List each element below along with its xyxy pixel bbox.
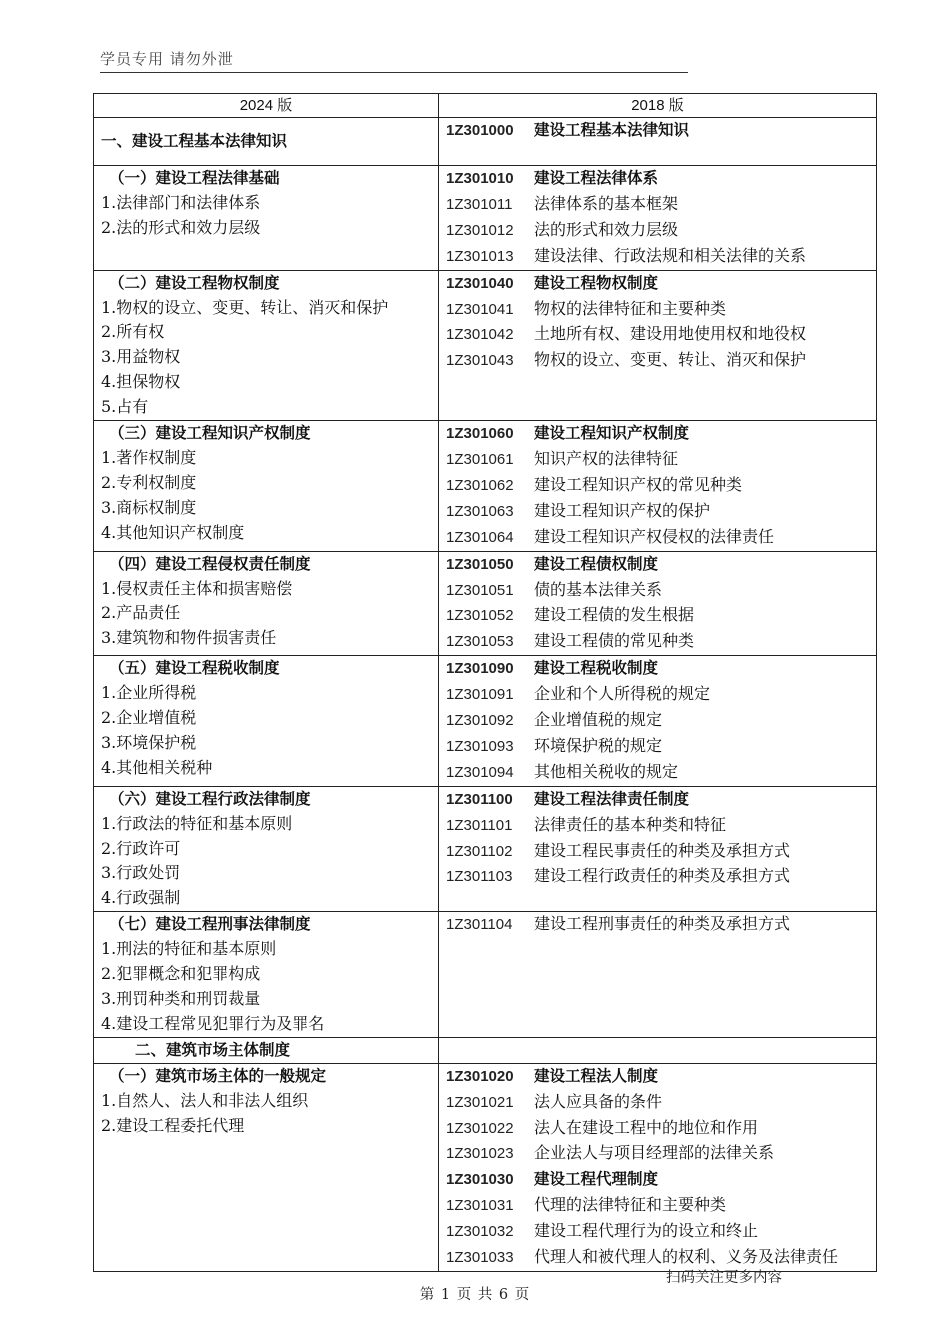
chapter-title: 建设工程法律责任制度: [534, 789, 690, 808]
chapter-code: 1Z301023: [446, 1145, 514, 1163]
chapter-title: 法的形式和效力层级: [534, 219, 679, 239]
chapter-code: 1Z301092: [446, 712, 514, 730]
chapter-title: 建设法律、行政法规和相关法律的关系: [534, 245, 807, 265]
col-2024-cell: [94, 656, 439, 787]
chapter-title: 其他相关税收的规定: [534, 761, 679, 781]
col-2018-cell: [439, 270, 877, 420]
column-header-2018: 2018 版: [439, 94, 877, 118]
section-heading: （一）建筑市场主体的一般规定: [109, 1066, 327, 1085]
table-header-row: [94, 94, 877, 118]
topic-item: 1.物权的设立、变更、转让、消灭和保护: [101, 297, 389, 317]
topic-item: 3.环境保护税: [101, 732, 197, 752]
chapter-title: 建设工程代理行为的设立和终止: [534, 1221, 759, 1241]
chapter-item: [446, 499, 876, 525]
chapter-heading: [446, 1064, 876, 1090]
chapter-item: [446, 864, 876, 890]
chapter-code: 1Z301103: [446, 868, 513, 886]
chapter-code: 1Z301064: [446, 528, 514, 546]
header-divider: [100, 72, 688, 73]
table-row: [94, 656, 877, 787]
topic-item: 2.法的形式和效力层级: [101, 217, 261, 237]
col-2018-cell: [439, 1063, 877, 1271]
table-row: [94, 1037, 877, 1063]
chapter-title: 建设工程行政责任的种类及承担方式: [534, 866, 791, 886]
chapter-item: [446, 1141, 876, 1167]
col-2024-cell: [94, 118, 439, 166]
col-2024-cell: [94, 786, 439, 912]
chapter-item: [446, 839, 876, 865]
chapter-title: 建设工程法人制度: [534, 1066, 659, 1085]
chapter-code: 1Z301060: [446, 425, 514, 443]
chapter-code: 1Z301033: [446, 1249, 514, 1267]
chapter-item: [446, 629, 876, 655]
topic-item: 1.自然人、法人和非法人组织: [101, 1090, 309, 1110]
chapter-title: 债的基本法律关系: [534, 579, 663, 599]
section-heading: （七）建设工程刑事法律制度: [109, 915, 311, 934]
chapter-item: [446, 1116, 876, 1142]
chapter-code: 1Z301051: [446, 581, 514, 599]
section-heading: 二、建筑市场主体制度: [135, 1040, 291, 1059]
chapter-heading: [446, 421, 876, 447]
table-row: [94, 118, 877, 166]
chapter-code: 1Z301061: [446, 450, 514, 468]
chapter-heading: [446, 166, 876, 192]
table-row: [94, 786, 877, 912]
section-heading: 一、建设工程基本法律知识: [101, 132, 288, 151]
chapter-code: 1Z301063: [446, 502, 514, 520]
chapter-item: [446, 218, 876, 244]
chapter-code: 1Z301094: [446, 763, 514, 781]
chapter-item: [446, 525, 876, 551]
table-row: [94, 1063, 877, 1271]
chapter-item: [446, 708, 876, 734]
chapter-title: 建设工程民事责任的种类及承担方式: [534, 840, 791, 860]
chapter-code: 1Z301041: [446, 300, 514, 318]
chapter-code: 1Z301022: [446, 1119, 514, 1137]
chapter-heading: [446, 118, 876, 144]
chapter-title: 建设工程物权制度: [534, 273, 659, 292]
topic-item: 3.用益物权: [101, 347, 181, 367]
chapter-code: 1Z301010: [446, 170, 514, 187]
topic-item: 3.建筑物和物件损害责任: [101, 628, 277, 648]
chapter-title: 环境保护税的规定: [534, 735, 663, 755]
chapter-item: [446, 603, 876, 629]
topic-item: 3.刑罚种类和刑罚裁量: [101, 989, 261, 1008]
table-row: [94, 421, 877, 552]
topic-item: 1.著作权制度: [101, 447, 197, 467]
chapter-title: 建设工程代理制度: [534, 1170, 659, 1189]
chapter-item: [446, 473, 876, 499]
chapter-code: 1Z301062: [446, 476, 514, 494]
chapter-code: 1Z301043: [446, 352, 514, 370]
chapter-title: 法律体系的基本框架: [534, 193, 679, 213]
chapter-title: 建设工程刑事责任的种类及承担方式: [534, 914, 791, 934]
topic-item: 2.犯罪概念和犯罪构成: [101, 964, 261, 984]
chapter-code: 1Z301053: [446, 633, 514, 651]
chapter-code: 1Z301032: [446, 1223, 514, 1241]
col-2024-cell: [94, 1037, 439, 1063]
chapter-item: [446, 348, 876, 374]
chapter-item: [446, 1193, 876, 1219]
chapter-title: 法人应具备的条件: [534, 1091, 663, 1111]
chapter-code: 1Z301050: [446, 555, 514, 573]
chapter-code: 1Z301030: [446, 1171, 514, 1189]
col-2018-cell: [439, 551, 877, 656]
chapter-heading: [446, 552, 876, 578]
confidential-header: 学员专用 请勿外泄: [100, 50, 234, 68]
column-header-2024: 2024 版: [94, 94, 439, 118]
col-2018-cell: [439, 1037, 877, 1063]
chapter-code: 1Z301020: [446, 1067, 514, 1085]
scan-qr-hint: 扫码关注更多内容: [666, 1270, 782, 1286]
table-row: [94, 912, 877, 1038]
topic-item: 2.产品责任: [101, 603, 181, 623]
chapter-code: 1Z301021: [446, 1093, 514, 1111]
chapter-title: 代理人和被代理人的权利、义务及法律责任: [534, 1247, 839, 1267]
section-heading: （五）建设工程税收制度: [109, 659, 280, 678]
table-row: [94, 551, 877, 656]
topic-item: 1.刑法的特征和基本原则: [101, 939, 277, 959]
chapter-code: 1Z301091: [446, 686, 514, 704]
topic-item: 5.占有: [101, 397, 149, 417]
section-heading: （四）建设工程侵权责任制度: [109, 554, 311, 573]
topic-item: 2.所有权: [101, 322, 165, 342]
chapter-heading: [446, 271, 876, 297]
chapter-item: [446, 244, 876, 270]
chapter-title: 企业和个人所得税的规定: [534, 684, 711, 704]
topic-item: 2.建设工程委托代理: [101, 1115, 245, 1135]
topic-item: 1.企业所得税: [101, 683, 197, 703]
section-heading: （二）建设工程物权制度: [109, 273, 280, 292]
col-2018-cell: [439, 912, 877, 1038]
topic-item: 1.行政法的特征和基本原则: [101, 813, 293, 833]
col-2018-cell: [439, 166, 877, 271]
col-2018-cell: [439, 118, 877, 166]
chapter-code: 1Z301011: [446, 195, 513, 213]
chapter-item: [446, 1219, 876, 1245]
chapter-heading: [446, 656, 876, 682]
col-2024-cell: [94, 1063, 439, 1271]
version-comparison-table: [93, 93, 877, 1272]
chapter-title: 建设工程债权制度: [534, 554, 659, 573]
col-2024-cell: [94, 270, 439, 420]
table-row: [94, 270, 877, 420]
chapter-item: [446, 1090, 876, 1116]
chapter-title: 建设工程债的发生根据: [534, 605, 695, 625]
chapter-title: 建设工程基本法律知识: [534, 121, 690, 139]
topic-item: 3.行政处罚: [101, 863, 181, 883]
col-2024-cell: [94, 166, 439, 271]
topic-item: 4.其他相关税种: [101, 757, 213, 777]
col-2018-cell: [439, 656, 877, 787]
chapter-code: 1Z301102: [446, 842, 513, 860]
topic-item: 1.侵权责任主体和损害赔偿: [101, 578, 293, 598]
chapter-item: [446, 447, 876, 473]
chapter-item: [446, 682, 876, 708]
chapter-code: 1Z301000: [446, 122, 514, 139]
chapter-title: 建设工程知识产权的保护: [534, 500, 711, 520]
topic-item: 4.行政强制: [101, 888, 181, 908]
chapter-code: 1Z301031: [446, 1197, 514, 1215]
chapter-title: 企业增值税的规定: [534, 710, 663, 730]
col-2024-cell: [94, 421, 439, 552]
chapter-title: 法律责任的基本种类和特征: [534, 814, 727, 834]
chapter-title: 知识产权的法律特征: [534, 448, 679, 468]
chapter-title: 企业法人与项目经理部的法律关系: [534, 1143, 775, 1163]
chapter-item: [446, 297, 876, 323]
table-row: [94, 166, 877, 271]
chapter-code: 1Z301012: [446, 221, 514, 239]
topic-item: 2.专利权制度: [101, 472, 197, 492]
chapter-heading: [446, 787, 876, 813]
chapter-title: 建设工程知识产权制度: [534, 424, 690, 443]
chapter-code: 1Z301052: [446, 607, 514, 625]
chapter-code: 1Z301100: [446, 790, 513, 808]
col-2018-cell: [439, 421, 877, 552]
chapter-code: 1Z301042: [446, 326, 514, 344]
chapter-code: 1Z301093: [446, 737, 514, 755]
chapter-title: 法人在建设工程中的地位和作用: [534, 1117, 759, 1137]
col-2018-cell: [439, 786, 877, 912]
section-heading: （三）建设工程知识产权制度: [109, 424, 311, 443]
chapter-title: 物权的法律特征和主要种类: [534, 298, 727, 318]
page-number: 第 1 页 共 6 页: [419, 1287, 531, 1303]
col-2024-cell: [94, 551, 439, 656]
chapter-code: 1Z301090: [446, 660, 514, 678]
chapter-item: [446, 192, 876, 218]
topic-item: 2.企业增值税: [101, 708, 197, 728]
col-2024-cell: [94, 912, 439, 1038]
chapter-title: 建设工程知识产权侵权的法律责任: [534, 526, 775, 546]
chapter-code: 1Z301013: [446, 247, 514, 265]
chapter-title: 建设工程法律体系: [534, 169, 659, 187]
chapter-title: 土地所有权、建设用地使用权和地役权: [534, 324, 807, 344]
chapter-item: [446, 322, 876, 348]
chapter-code: 1Z301101: [446, 816, 513, 834]
chapter-item: [446, 1245, 876, 1271]
chapter-item: [446, 578, 876, 604]
topic-item: 4.其他知识产权制度: [101, 522, 245, 542]
chapter-title: 代理的法律特征和主要种类: [534, 1195, 727, 1215]
chapter-item: [446, 760, 876, 786]
chapter-item: [446, 813, 876, 839]
section-heading: （一）建设工程法律基础: [109, 169, 280, 187]
chapter-code: 1Z301104: [446, 916, 513, 934]
chapter-code: 1Z301040: [446, 274, 514, 292]
topic-item: 4.担保物权: [101, 372, 181, 392]
chapter-title: 物权的设立、变更、转让、消灭和保护: [534, 350, 807, 370]
chapter-title: 建设工程债的常见种类: [534, 631, 695, 651]
topic-item: 2.行政许可: [101, 838, 181, 858]
chapter-title: 建设工程税收制度: [534, 659, 659, 678]
chapter-heading: [446, 1167, 876, 1193]
topic-item: 1.法律部门和法律体系: [101, 192, 261, 212]
section-heading: （六）建设工程行政法律制度: [109, 789, 311, 808]
chapter-title: 建设工程知识产权的常见种类: [534, 474, 743, 494]
chapter-item: [446, 734, 876, 760]
topic-item: 4.建设工程常见犯罪行为及罪名: [101, 1013, 325, 1033]
chapter-item: [446, 912, 876, 938]
topic-item: 3.商标权制度: [101, 497, 197, 517]
